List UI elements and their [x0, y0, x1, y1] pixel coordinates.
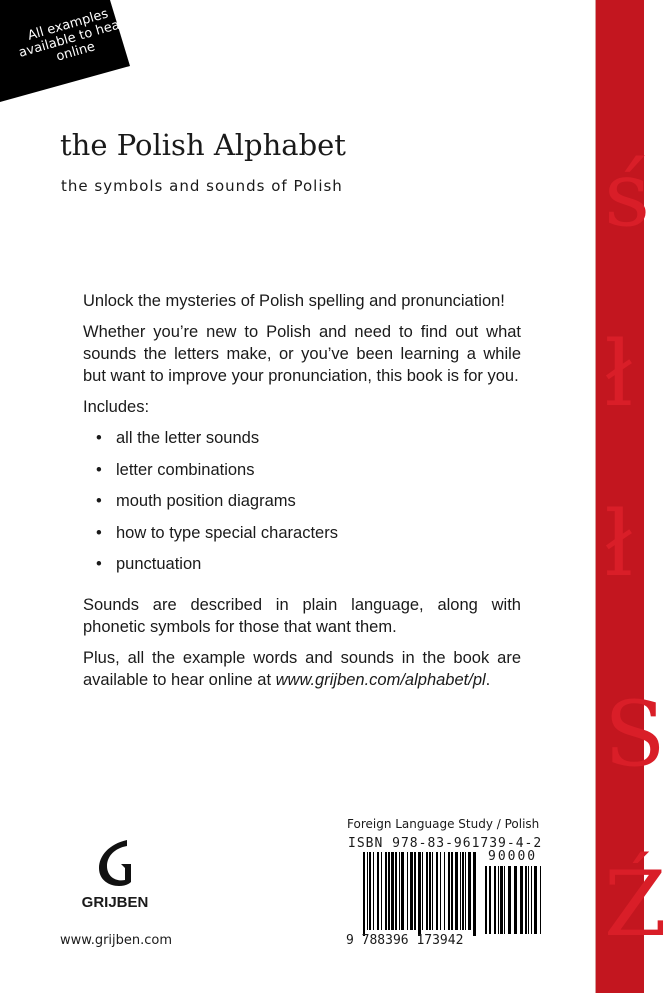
list-item: • mouth position diagrams — [83, 490, 521, 522]
barcode-bar — [432, 852, 433, 930]
online-examples-banner — [0, 0, 130, 105]
barcode-bar — [520, 866, 523, 934]
barcode-bar — [377, 852, 379, 930]
barcode-bar — [401, 852, 404, 930]
text: . — [485, 670, 491, 689]
barcode-bar — [514, 866, 517, 934]
spine-letter: ł — [604, 322, 634, 427]
barcode-bar — [388, 852, 390, 930]
barcode-bar — [414, 852, 416, 930]
spine-letter: S — [604, 682, 666, 787]
barcode-bar — [381, 852, 382, 930]
online-link[interactable]: www.grijben.com/alphabet/pl — [275, 670, 486, 689]
barcode-bar — [363, 852, 365, 936]
barcode-bar — [422, 852, 423, 930]
list-item: • how to type special characters — [83, 522, 521, 554]
book-title: the Polish Alphabet — [60, 128, 346, 162]
barcode-bar — [534, 866, 537, 934]
publisher-logo — [70, 838, 160, 911]
barcode-bar — [465, 852, 466, 930]
banner-text: All examples available to hear online — [17, 6, 127, 65]
barcode-bar — [373, 852, 374, 930]
barcode-bar — [455, 852, 458, 930]
barcode-bar — [468, 852, 471, 930]
barcode-bar — [485, 866, 487, 934]
barcode-bar — [498, 866, 499, 934]
barcode-bar — [451, 852, 453, 930]
category-label: Foreign Language Study / Polish — [347, 817, 540, 831]
ean-number: 9 788396 173942 — [346, 933, 464, 948]
intro: Unlock the mysteries of Polish spelling and pronunciation! — [83, 292, 505, 310]
barcode-bar — [367, 852, 368, 930]
spine-letter: Ź — [604, 852, 667, 957]
spine-letter: ł — [604, 492, 634, 597]
publisher-url[interactable]: www.grijben.com — [60, 933, 173, 948]
barcode-bar — [504, 866, 505, 934]
spine-strip — [595, 0, 667, 993]
barcode-bar — [395, 852, 397, 930]
barcode-bar — [525, 866, 527, 934]
barcode-bar — [410, 852, 413, 930]
barcode-bar — [391, 852, 394, 930]
barcode-bar — [500, 866, 503, 934]
list-item: • punctuation — [83, 553, 521, 585]
spine-letter: ś — [604, 142, 651, 247]
text: Plus, all the example words and sounds in the book are available to hear online at — [83, 648, 521, 689]
barcode-bar — [448, 852, 450, 930]
barcode-bar — [531, 866, 532, 934]
isbn-text: ISBN 978-83-961739-4-2 — [348, 836, 543, 851]
paragraph — [83, 647, 521, 691]
barcode-bar — [528, 866, 529, 934]
grijben-g-icon — [95, 838, 135, 888]
barcode-bar — [385, 852, 387, 930]
barcode-bar — [436, 852, 438, 930]
paragraph: Sounds are described in plain language, along with phonetic symbols for those that want them. — [83, 595, 521, 636]
barcode-bar — [508, 866, 511, 934]
barcode-bar — [440, 852, 441, 930]
includes-list — [83, 427, 521, 585]
publisher-name: GRIJBEN — [81, 894, 149, 911]
barcode-bar — [462, 852, 464, 930]
includes-label: Includes: — [83, 398, 150, 416]
barcode-bar — [460, 852, 461, 930]
barcode-bar — [369, 852, 371, 930]
barcode-bar — [540, 866, 541, 934]
barcode-bar — [494, 866, 496, 934]
barcode — [360, 852, 545, 942]
description — [83, 290, 521, 700]
barcode-bar — [418, 852, 421, 936]
barcode-bar — [426, 852, 428, 930]
book-subtitle: the symbols and sounds of Polish — [61, 177, 343, 195]
barcode-bar — [407, 852, 408, 930]
list-item: • all the letter sounds — [83, 427, 521, 459]
barcode-bar — [489, 866, 491, 934]
barcode-bar — [399, 852, 400, 930]
paragraph: Whether you’re new to Polish and need to find out what sounds the letters make, or you’ve been learning a while but want to improve your pronunciation, this book is for you. — [83, 323, 521, 385]
addon-number: 90000 — [488, 849, 538, 864]
barcode-bar — [473, 852, 476, 936]
barcode-bar — [444, 852, 445, 930]
barcode-bar — [429, 852, 431, 930]
list-item: • letter combinations — [83, 459, 521, 491]
